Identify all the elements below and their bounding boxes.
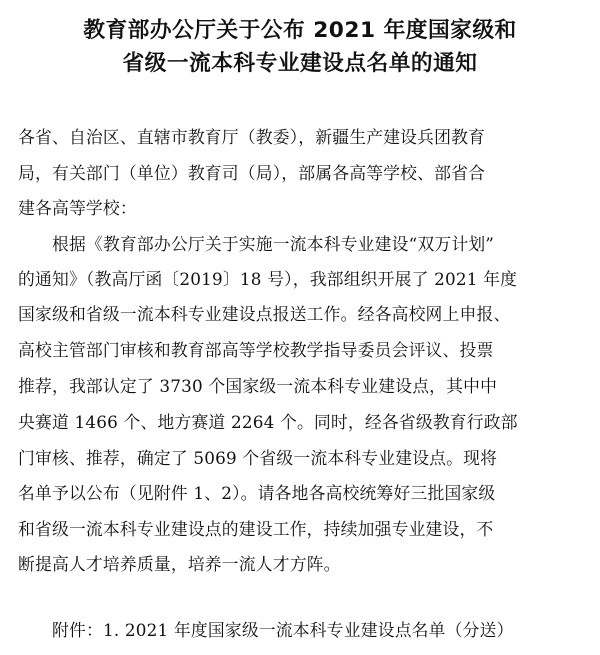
body-line-8: 名单予以公布（见附件 1、2）。请各地各高校统筹好三批国家级 [18,483,496,503]
body-line-10: 断提高人才培养质量，培养一流人才方阵。 [18,554,341,574]
body-line-3: 国家级和省级一流本科专业建设点报送工作。经各高校网上申报、 [18,304,511,324]
body-line-9: 和省级一流本科专业建设点的建设工作，持续加强专业建设，不 [18,519,494,539]
salutation-line-1: 各省、自治区、直辖市教育厅（教委），新疆生产建设兵团教育 [18,127,486,147]
document-title-line-2: 省级一流本科专业建设点名单的通知 [122,51,478,76]
body-line-2: 的通知》（教高厅函〔2019〕18 号），我部组织开展了 2021 年度 [18,269,518,289]
salutation-line-3: 建各高等学校： [18,198,137,218]
document-title-line-1: 教育部办公厅关于公布 2021 年度国家级和 [83,18,517,43]
salutation-line-2: 局，有关部门（单位）教育司（局），部属各高等学校、部省合 [18,163,486,183]
body-line-1: 根据《教育部办公厅关于实施一流本科专业建设“双万计划” [52,234,495,254]
body-line-4: 高校主管部门审核和教育部高等学校教学指导委员会评议、投票 [18,340,494,360]
body-line-5: 推荐，我部认定了 3730 个国家级一流本科专业建设点，其中中 [18,376,498,396]
body-line-6: 央赛道 1466 个、地方赛道 2264 个。同时，经各省级教育行政部 [18,412,518,432]
attachment-line: 附件：1. 2021 年度国家级一流本科专业建设点名单（分送） [52,620,514,640]
body-line-7: 门审核、推荐，确定了 5069 个省级一流本科专业建设点。现将 [18,448,498,468]
